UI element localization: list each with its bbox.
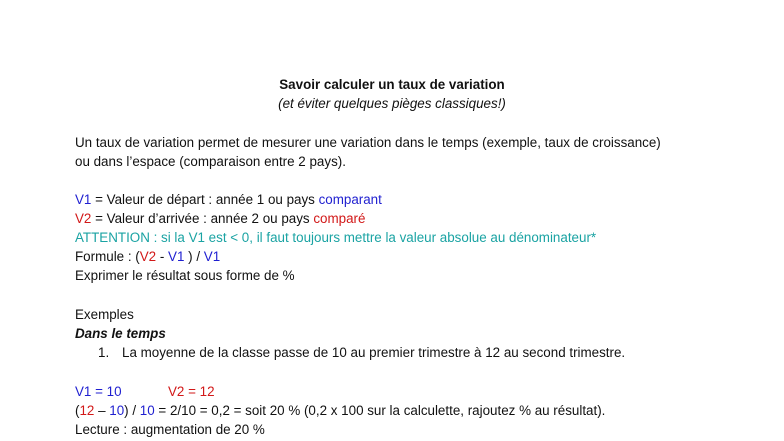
v1-definition: [75, 191, 382, 209]
calc-result: = 2/10 = 0,2 = soit 20 % (0,2 x 100 sur la calculette, rajoutez % au résultat).: [154, 403, 606, 418]
formula-prefix: Formule : (: [75, 249, 140, 264]
page-subtitle: (et éviter quelques pièges classiques!): [278, 96, 506, 111]
v2-definition-text: = Valeur d’arrivée : année 2 ou pays: [91, 211, 314, 226]
calc-v1-denominator: 10: [139, 403, 155, 418]
v2-label: V2: [75, 211, 92, 226]
attention-note: ATTENTION : si la V1 est < 0, il faut toujours mettre la valeur absolue au dénominateur*: [75, 230, 597, 245]
calc-divide: ) /: [124, 403, 140, 418]
formula: [75, 248, 220, 266]
time-heading: Dans le temps: [75, 326, 166, 341]
formula-divide: ) /: [184, 249, 204, 264]
calc-open: (: [75, 403, 80, 418]
example-calculation: [75, 402, 605, 420]
v2-definition: [75, 210, 365, 228]
example-v2-value: V2 = 12: [168, 384, 215, 399]
intro-line-1: Un taux de variation permet de mesurer une variation dans le temps (exemple, taux de croissance): [75, 135, 661, 150]
v2-keyword: comparé: [313, 211, 366, 226]
calc-dash: –: [94, 403, 110, 418]
list-item-number: 1.: [98, 345, 110, 360]
calc-v2: 12: [79, 403, 95, 418]
formula-v1-denominator: V1: [203, 249, 221, 264]
intro-line-2: ou dans l’espace (comparaison entre 2 pays).: [75, 154, 346, 169]
page-title: Savoir calculer un taux de variation: [279, 77, 505, 92]
v1-keyword: comparant: [318, 192, 382, 207]
examples-heading: Exemples: [75, 307, 134, 322]
example-v1-value: V1 = 10: [75, 384, 122, 399]
v1-label: V1: [75, 192, 92, 207]
express-instruction: Exprimer le résultat sous forme de %: [75, 268, 295, 283]
list-item: [98, 344, 625, 362]
calc-v1: 10: [109, 403, 125, 418]
v1-definition-text: = Valeur de départ : année 1 ou pays: [91, 192, 319, 207]
formula-minus: -: [156, 249, 169, 264]
example-reading: Lecture : augmentation de 20 %: [75, 422, 265, 437]
formula-v1: V1: [168, 249, 185, 264]
list-item-text: La moyenne de la classe passe de 10 au premier trimestre à 12 au second trimestre.: [122, 345, 626, 360]
formula-v2: V2: [139, 249, 157, 264]
